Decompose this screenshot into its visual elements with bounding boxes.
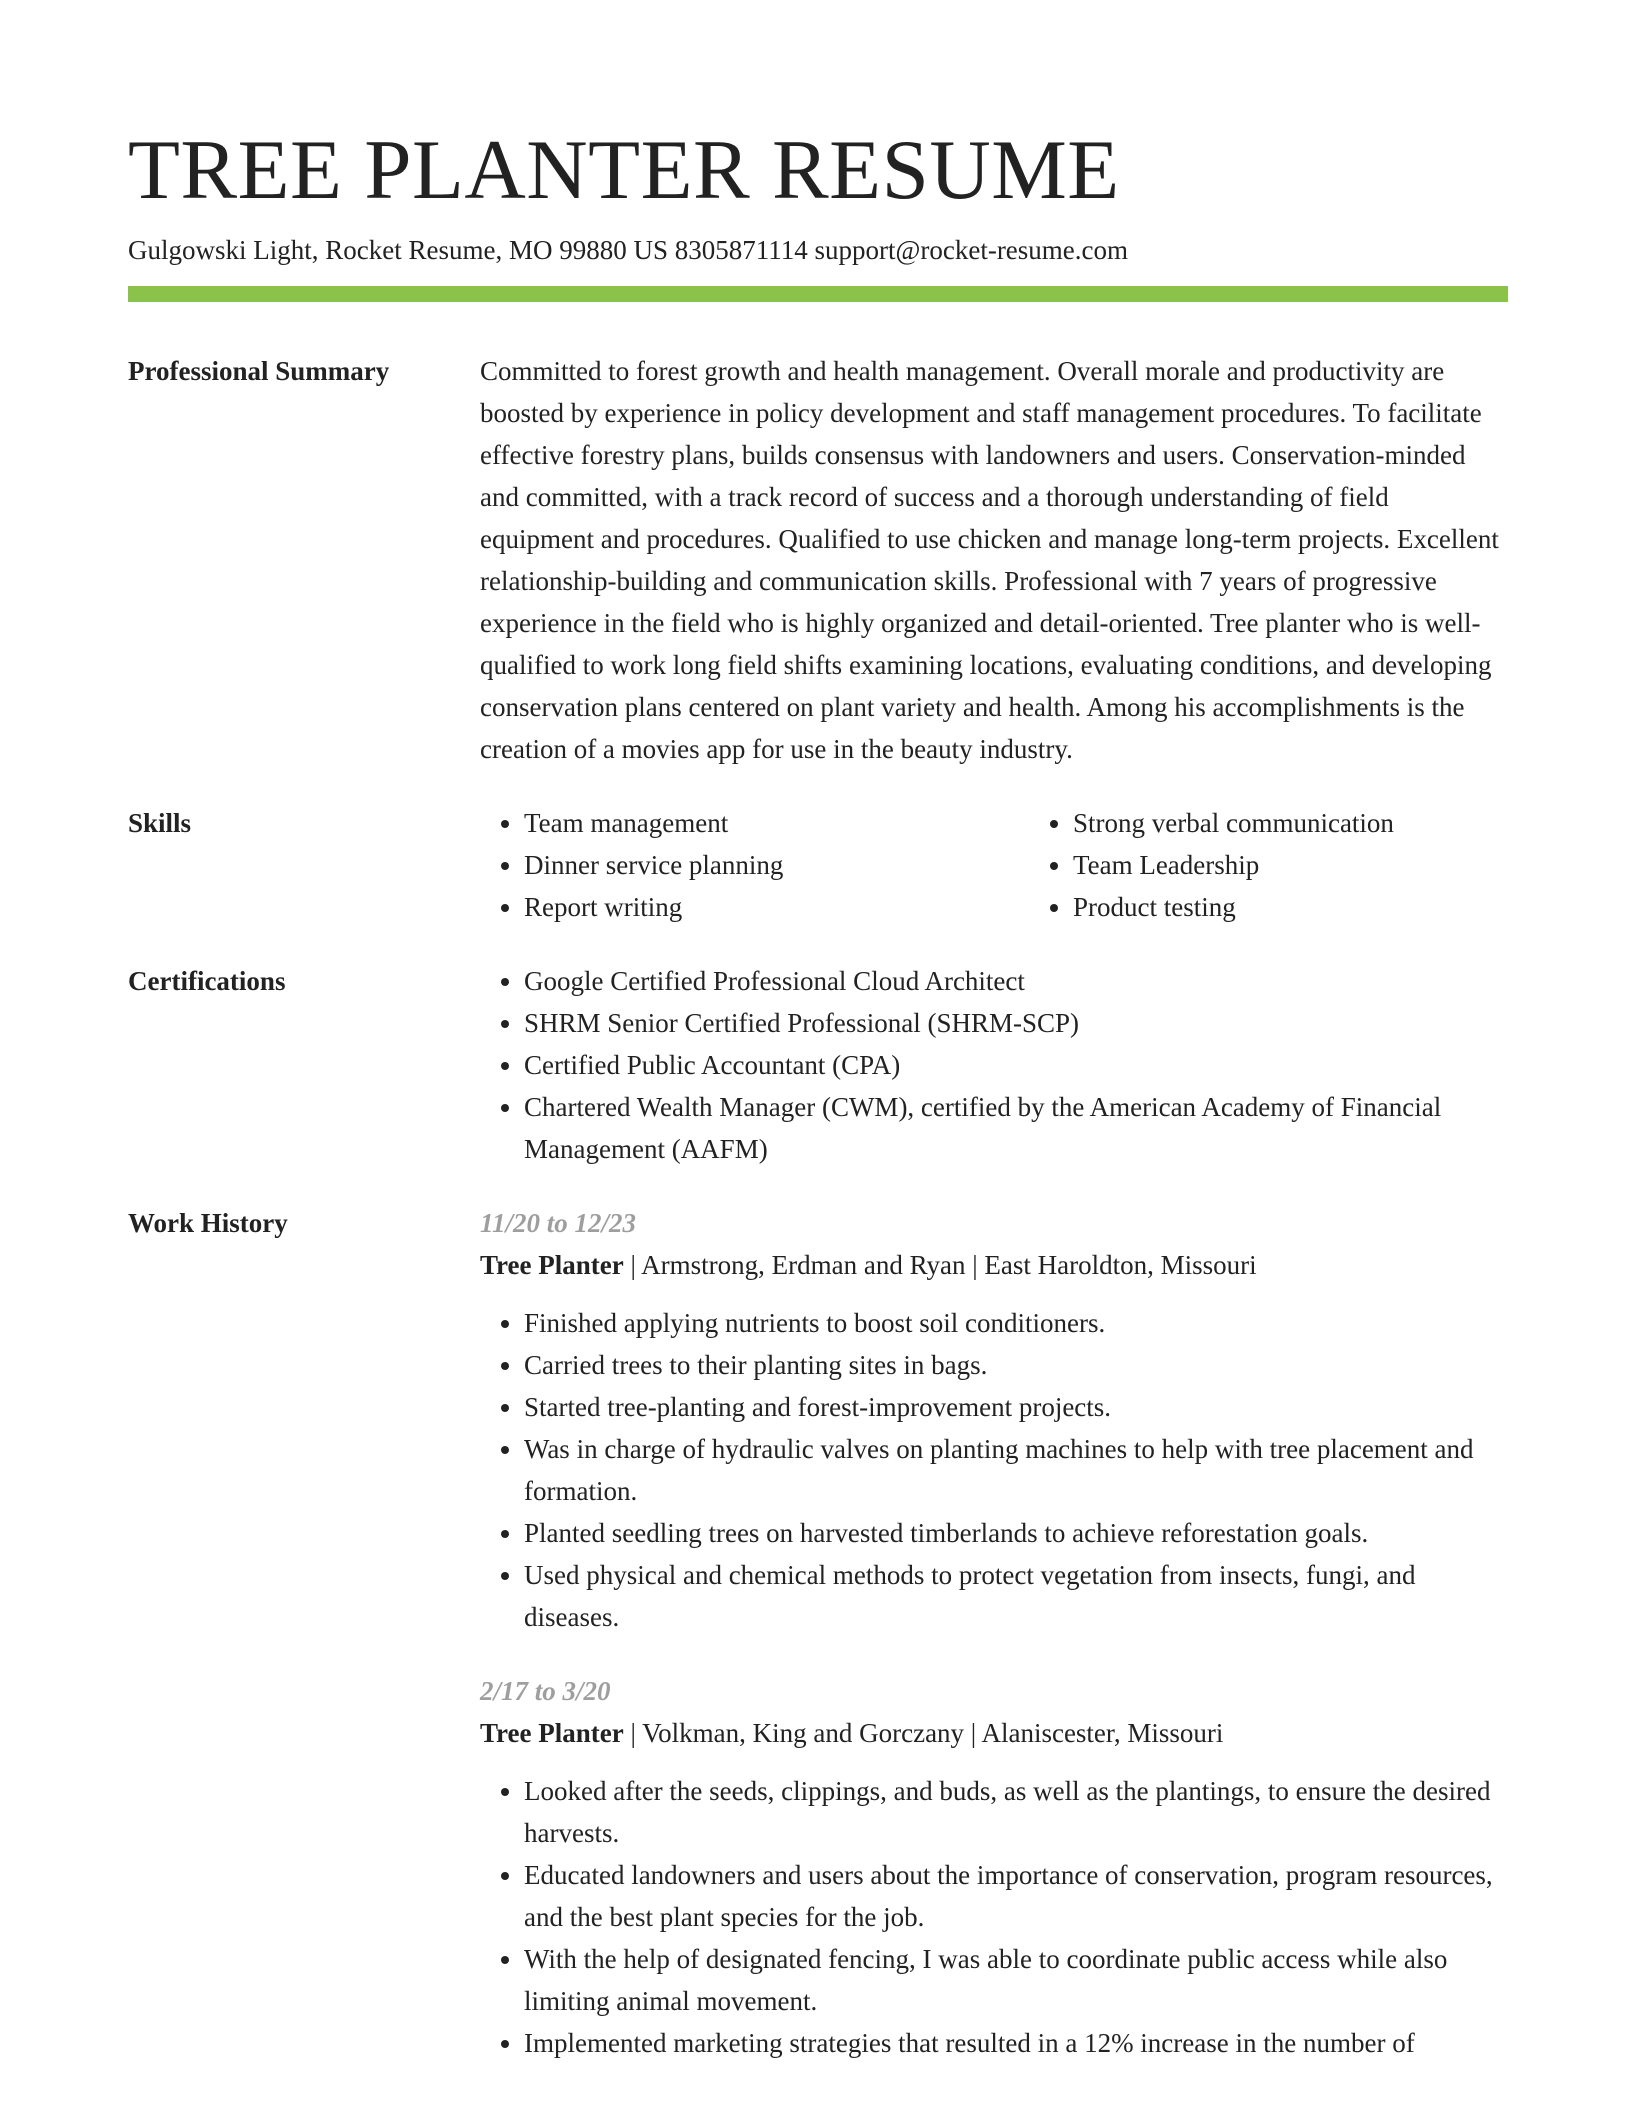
job-bullet: • Used physical and chemical methods to protect vegetation from insects, fungi, and diseases. bbox=[524, 1554, 1508, 1638]
summary-text: Committed to forest growth and health management. Overall morale and productivity are boosted by experience in policy development and staff management procedures. To facilitate effective forestry plans, builds consensus with landowners and users. Conservation-minded and committed, with a track record of success and a thorough understanding of field equipment and procedures. Qualified to use chicken and manage long-term projects. Excellent relationship-building and communication skills. Professional with 7 years of progressive experience in the field who is highly organized and detail-oriented. Tree planter who is well-qualified to work long field shifts examining locations, evaluating conditions, and developing conservation plans centered on plant variety and health. Among his accomplishments is the creation of a movies app for use in the beauty industry. bbox=[480, 356, 1499, 764]
skill-item: • Team management bbox=[524, 802, 1029, 844]
section-label-summary: Professional Summary bbox=[128, 356, 390, 386]
job-bullet: • Carried trees to their planting sites in bags. bbox=[524, 1344, 1508, 1386]
summary-body bbox=[480, 350, 1508, 770]
job-bullets bbox=[480, 1302, 1508, 1638]
job-entry bbox=[480, 1670, 1508, 2064]
job-details: | Volkman, King and Gorczany | Alaniscester, Missouri bbox=[623, 1718, 1224, 1748]
resume-title: TREE PLANTER RESUME bbox=[128, 123, 1120, 217]
job-bullet: • Looked after the seeds, clippings, and buds, as well as the plantings, to ensure the desired harvests. bbox=[524, 1770, 1508, 1854]
job-entry bbox=[480, 1202, 1508, 1638]
contact-address: Gulgowski Light, Rocket Resume, MO 99880 US bbox=[128, 235, 668, 265]
job-bullet: • Planted seedling trees on harvested timberlands to achieve reforestation goals. bbox=[524, 1512, 1508, 1554]
section-label-certifications: Certifications bbox=[128, 966, 286, 996]
section-skills bbox=[128, 802, 1508, 928]
job-bullet: • Educated landowners and users about the importance of conservation, program resources, and the best plant species for the job. bbox=[524, 1854, 1508, 1938]
work-history-body bbox=[480, 1202, 1508, 2096]
job-bullet: • Was in charge of hydraulic valves on planting machines to help with tree placement and formation. bbox=[524, 1428, 1508, 1512]
skill-item: • Product testing bbox=[1073, 886, 1578, 928]
contact-phone: 8305871114 bbox=[674, 235, 808, 265]
contact-email[interactable]: support@rocket-resume.com bbox=[814, 235, 1129, 265]
certification-item: • Chartered Wealth Manager (CWM), certified by the American Academy of Financial Management (AAFM) bbox=[524, 1086, 1508, 1170]
section-label-skills: Skills bbox=[128, 808, 192, 838]
job-title: Tree Planter bbox=[480, 1250, 624, 1280]
job-dates: 11/20 to 12/23 bbox=[480, 1208, 637, 1238]
certification-item: • Certified Public Accountant (CPA) bbox=[524, 1044, 1508, 1086]
job-details: | Armstrong, Erdman and Ryan | East Haroldton, Missouri bbox=[623, 1250, 1257, 1280]
contact-line bbox=[128, 233, 1128, 267]
resume-sections bbox=[128, 350, 1508, 2128]
skills-list-right bbox=[1029, 802, 1578, 928]
job-bullet: • Implemented marketing strategies that resulted in a 12% increase in the number of bbox=[524, 2022, 1508, 2064]
job-title: Tree Planter bbox=[480, 1718, 624, 1748]
certifications-body bbox=[480, 960, 1508, 1170]
section-label-work-history: Work History bbox=[128, 1208, 288, 1238]
certifications-list bbox=[480, 960, 1508, 1170]
job-bullet: • Finished applying nutrients to boost soil conditioners. bbox=[524, 1302, 1508, 1344]
skills-list-left bbox=[480, 802, 1029, 928]
skill-item: • Dinner service planning bbox=[524, 844, 1029, 886]
skills-grid bbox=[480, 802, 1578, 928]
job-heading bbox=[480, 1712, 1508, 1754]
certification-item: • Google Certified Professional Cloud Architect bbox=[524, 960, 1508, 1002]
job-dates: 2/17 to 3/20 bbox=[480, 1676, 611, 1706]
section-work-history bbox=[128, 1202, 1508, 2096]
section-certifications bbox=[128, 960, 1508, 1170]
accent-divider bbox=[128, 286, 1508, 302]
skill-item: • Strong verbal communication bbox=[1073, 802, 1578, 844]
job-heading bbox=[480, 1244, 1508, 1286]
skill-item: • Report writing bbox=[524, 886, 1029, 928]
job-bullet: • With the help of designated fencing, I was able to coordinate public access while also limiting animal movement. bbox=[524, 1938, 1508, 2022]
skills-body bbox=[480, 802, 1578, 928]
job-bullet: • Started tree-planting and forest-improvement projects. bbox=[524, 1386, 1508, 1428]
skill-item: • Team Leadership bbox=[1073, 844, 1578, 886]
section-summary bbox=[128, 350, 1508, 770]
certification-item: • SHRM Senior Certified Professional (SHRM-SCP) bbox=[524, 1002, 1508, 1044]
job-bullets bbox=[480, 1770, 1508, 2064]
